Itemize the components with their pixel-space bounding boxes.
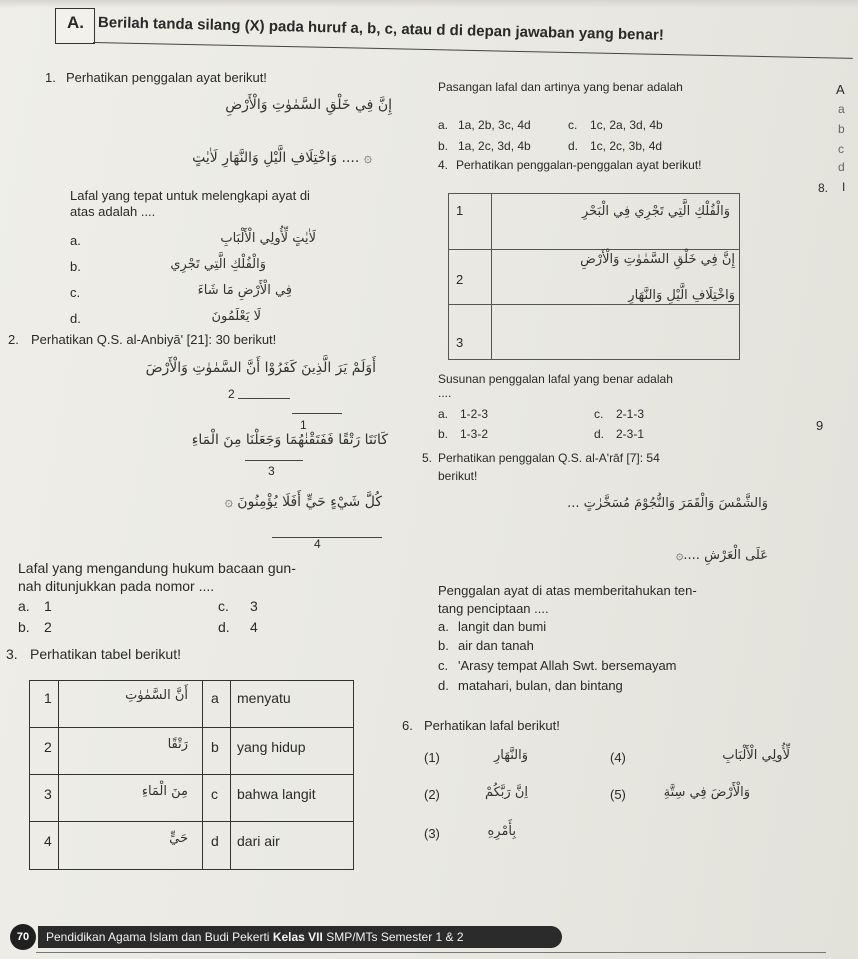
q6-prompt: Perhatikan lafal berikut!: [424, 718, 560, 733]
q6-item1-arabic: وَالنَّهَارِ: [493, 748, 528, 763]
q5-prompt-line2: berikut!: [438, 469, 478, 483]
q2-option-b[interactable]: 2: [44, 619, 52, 635]
q2-number: 2.: [8, 332, 19, 347]
page-top-shadow: [0, 0, 858, 8]
q2-option-d-label[interactable]: d.: [218, 619, 230, 635]
q4-row1-arabic: وَالْفُلْكِ الَّتِي تَجْرِي فِي الْبَحْرِ: [581, 204, 730, 219]
q4-option-a-label[interactable]: a.: [438, 407, 449, 421]
q3-row4-arabic: حَيٍّ: [169, 831, 188, 846]
q4-option-c[interactable]: 2-1-3: [616, 407, 645, 421]
q3-prompt: Perhatikan tabel berikut!: [30, 646, 181, 662]
q2-underline-1: [292, 413, 342, 414]
q1-arabic-line1: إِنَّ فِي خَلْقِ السَّمٰوٰتِ وَالْأَرْضِ: [225, 97, 392, 113]
q3-answer-c-label[interactable]: c.: [568, 118, 578, 132]
q4-row1-no: 1: [456, 203, 464, 218]
q2-option-c[interactable]: 3: [250, 598, 258, 614]
q3-row3-meaning: bahwa langit: [237, 786, 316, 802]
q1-number: 1.: [45, 70, 56, 85]
q3-answer-a-label[interactable]: a.: [438, 118, 449, 132]
q5-prompt-line1: Perhatikan penggalan Q.S. al-A'rāf [7]: 54: [438, 451, 660, 465]
q3-row2-letter: b: [211, 739, 219, 755]
q2-option-d[interactable]: 4: [250, 619, 258, 635]
q2-marker-2: 2: [228, 387, 235, 401]
q5-option-a-label[interactable]: a.: [438, 619, 449, 634]
q3-row4-letter: d: [211, 833, 219, 849]
q4-option-d-label[interactable]: d.: [594, 427, 605, 441]
q3-row4-no: 4: [44, 833, 52, 849]
q5-option-c[interactable]: 'Arasy tempat Allah Swt. bersemayam: [458, 658, 677, 673]
q2-marker-3: 3: [268, 464, 275, 478]
q5-option-b-label[interactable]: b.: [438, 638, 449, 653]
q2-underline-4: [272, 537, 382, 538]
q3-answer-c[interactable]: 1c, 2a, 3d, 4b: [590, 118, 663, 132]
q3-row1-arabic: أَنَّ السَّمٰوٰتِ: [125, 688, 188, 703]
q3-row4-meaning: dari air: [237, 833, 280, 849]
q1-option-d-label[interactable]: d.: [70, 311, 81, 326]
q6-item1-label: (1): [424, 750, 440, 765]
q3-answer-a[interactable]: 1a, 2b, 3c, 4d: [458, 118, 531, 132]
q3-row2-meaning: yang hidup: [237, 739, 306, 755]
q2-marker-4: 4: [314, 537, 321, 551]
page-number-badge: 70: [10, 924, 36, 950]
q5-option-d[interactable]: matahari, bulan, dan bintang: [458, 678, 623, 693]
q4-row3-no: 3: [456, 335, 464, 350]
q3-row3-arabic: مِنَ الْمَاءِ: [141, 784, 188, 799]
q2-underline-3: [245, 460, 303, 461]
q3-answer-b-label[interactable]: b.: [438, 139, 449, 153]
q2-option-c-label[interactable]: c.: [218, 598, 229, 614]
edge-option-a: a: [838, 102, 845, 116]
q3-number: 3.: [6, 646, 18, 662]
q4-option-b-label[interactable]: b.: [438, 427, 449, 441]
edge-heading-a: A: [836, 82, 845, 97]
q3-row1-no: 1: [44, 690, 52, 706]
section-letter: A.: [67, 13, 84, 32]
q4-option-a[interactable]: 1-2-3: [460, 407, 489, 421]
q1-option-c[interactable]: فِي الْأَرْضِ مَا شَاءَ: [197, 283, 292, 298]
q5-question-line1: Penggalan ayat di atas memberitahukan ten-: [438, 583, 697, 598]
q4-option-d[interactable]: 2-3-1: [616, 427, 645, 441]
q6-item5-arabic: وَالْأَرْضَ فِي سِتَّةِ: [663, 785, 750, 800]
q5-question-line2: tang penciptaan ....: [438, 601, 549, 616]
q5-option-c-label[interactable]: c.: [438, 658, 449, 673]
edge-option-c: c: [838, 142, 844, 156]
q5-option-d-label[interactable]: d.: [438, 678, 449, 693]
q6-item5-label: (5): [610, 787, 626, 802]
q5-option-a[interactable]: langit dan bumi: [458, 619, 547, 634]
header-rule: [93, 42, 853, 59]
footer-title-bold: Kelas VII: [272, 930, 323, 944]
q2-arabic-3: كُلَّ شَيْءٍ حَيٍّ أَفَلَا يُؤْمِنُونَ ۞: [224, 494, 382, 510]
q6-number: 6.: [402, 718, 413, 733]
edge-q9-number: 9: [816, 418, 824, 433]
q4-row2-arabic: إِنَّ فِي خَلْقِ السَّمٰوٰتِ وَالْأَرْضِ: [580, 252, 735, 267]
q1-option-b[interactable]: وَالْفُلْكِ الَّتِي تَجْرِي: [170, 257, 266, 272]
q1-option-d[interactable]: لَا يَعْلَمُونَ: [211, 309, 261, 324]
footer-title-bar: [38, 926, 562, 948]
q3-answer-b[interactable]: 1a, 2c, 3d, 4b: [458, 139, 531, 153]
q6-item4-label: (4): [610, 750, 626, 765]
q4-prompt: Perhatikan penggalan-penggalan ayat berikut!: [456, 158, 702, 172]
q6-item2-label: (2): [424, 787, 440, 802]
q3-row2-no: 2: [44, 739, 52, 755]
q5-arabic-2: عَلَى الْعَرْشِ ....۞: [675, 548, 768, 563]
q4-number: 4.: [438, 158, 449, 172]
q2-arabic-2: كَانَتَا رَتْقًا فَفَتَقْنٰهُمَا وَجَعَلْنَا مِنَ الْمَاءِ: [191, 432, 388, 448]
q3-row1-meaning: menyatu: [237, 690, 291, 706]
q4-option-c-label[interactable]: c.: [594, 407, 604, 421]
q1-option-b-label[interactable]: b.: [70, 259, 81, 274]
edge-option-d: d: [838, 160, 845, 174]
q2-option-a-label[interactable]: a.: [18, 598, 30, 614]
q1-option-c-label[interactable]: c.: [70, 285, 81, 300]
edge-option-b: b: [838, 122, 845, 136]
q1-option-a[interactable]: لَاٰيٰتٍ لِّأُولِي الْأَلْبَابِ: [220, 231, 316, 246]
q5-option-b[interactable]: air dan tanah: [458, 638, 534, 653]
q2-option-b-label[interactable]: b.: [18, 619, 30, 635]
q3-row2-arabic: رَتْقًا: [167, 737, 188, 752]
q4-question: Susunan penggalan lafal yang benar adalah: [438, 372, 673, 386]
q6-item4-arabic: لِّأُولِي الْأَلْبَابِ: [722, 748, 790, 763]
q6-item3-arabic: بِأَمْرِهِ: [487, 824, 516, 839]
q1-prompt: Perhatikan penggalan ayat berikut!: [66, 70, 267, 85]
q1-option-a-label[interactable]: a.: [70, 233, 81, 248]
q5-arabic-1: وَالشَّمْسَ وَالْقَمَرَ وَالنُّجُوْمَ مُسَخَّرٰتٍ ...: [567, 496, 768, 511]
q3-row1-letter: a: [211, 690, 219, 706]
q2-arabic-1: أَوَلَمْ يَرَ الَّذِينَ كَفَرُوْا أَنَّ السَّمٰوٰتِ وَالْأَرْضَ: [145, 360, 376, 376]
q2-prompt: Perhatikan Q.S. al-Anbiyā' [21]: 30 berikut!: [31, 332, 277, 347]
footer-rule: [36, 952, 826, 953]
q1-question-line2: atas adalah ....: [70, 204, 156, 219]
q6-item3-label: (3): [424, 826, 440, 841]
q4-row3-arabic: وَاخْتِلَافِ الَّيْلِ وَالنَّهَارِ: [628, 288, 735, 303]
q3-row3-letter: c: [211, 786, 218, 802]
section-instruction: Berilah tanda silang (X) pada huruf a, b, c, atau d di depan jawaban yang benar!: [97, 14, 664, 44]
q4-row2-no: 2: [456, 272, 464, 287]
q2-question-line1: Lafal yang mengandung hukum bacaan gun-: [18, 560, 296, 576]
edge-q8-cut: I: [842, 180, 846, 194]
q1-question-line1: Lafal yang tepat untuk melengkapi ayat di: [70, 188, 310, 203]
q4-dots: ....: [438, 386, 452, 400]
q6-item2-arabic: اِنَّ رَبَّكُمْ: [484, 785, 528, 800]
q3-answer-d-label[interactable]: d.: [568, 139, 579, 153]
q2-marker-1: 1: [300, 418, 307, 432]
q3-answer-d[interactable]: 1c, 2c, 3b, 4d: [590, 139, 663, 153]
footer-title-post: SMP/MTs Semester 1 & 2: [326, 930, 464, 944]
edge-q8-number: 8.: [818, 181, 829, 195]
q3-row3-no: 3: [44, 786, 52, 802]
q3-table: [29, 680, 354, 870]
footer-title-pre: Pendidikan Agama Islam dan Budi Pekerti: [46, 930, 270, 944]
q2-underline-2: [238, 398, 290, 399]
q5-number: 5.: [422, 451, 433, 465]
q2-option-a[interactable]: 1: [44, 598, 52, 614]
q3-answer-prompt: Pasangan lafal dan artinya yang benar adalah: [438, 80, 683, 94]
q2-question-line2: nah ditunjukkan pada nomor ....: [18, 578, 215, 594]
q1-arabic-line2: ۞ .... وَاخْتِلَافِ الَّيْلِ وَالنَّهَارِ لَاٰيٰتٍ: [192, 150, 372, 166]
q4-option-b[interactable]: 1-3-2: [460, 427, 489, 441]
